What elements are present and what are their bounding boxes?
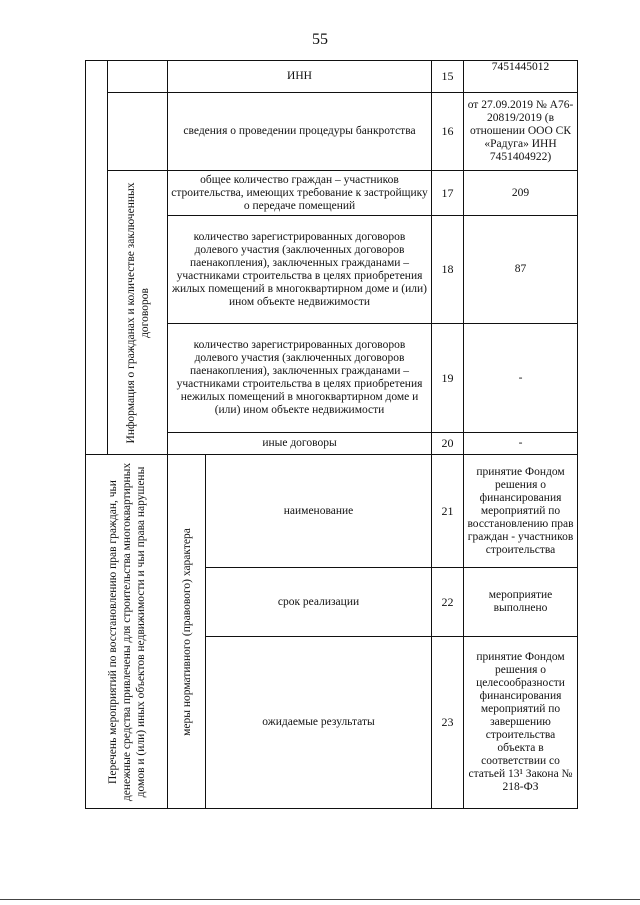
group-label-citizens-text: Информация о гражданах и количестве заключенных договоров <box>124 182 151 443</box>
row-number: 22 <box>432 568 464 637</box>
row-label: наименование <box>206 455 432 568</box>
group-label-measures-sub <box>168 455 206 809</box>
row-number: 15 <box>432 61 464 93</box>
blank-group-cell <box>108 61 168 93</box>
row-label: количество зарегистрированных договоров долевого участия (заключенных договоров паенакопления), заключенных гражданами – участниками строительства в целях приобретения нежилых помещений в многоквартирном доме и (или) ином объекте недвижимости <box>168 324 432 433</box>
row-value: от 27.09.2019 № А76-20819/2019 (в отношении ООО СК «Радуга» ИНН 7451404922) <box>464 93 578 171</box>
row-number: 18 <box>432 216 464 324</box>
row-label: количество зарегистрированных договоров долевого участия (заключенных договоров паенакопления), заключенных гражданами – участниками строительства в целях приобретения жилых помещений в многоквартирном доме и (или) ином объекте недвижимости <box>168 216 432 324</box>
row-value: 87 <box>464 216 578 324</box>
row-label: срок реализации <box>206 568 432 637</box>
row-value: - <box>464 324 578 433</box>
row-value: принятие Фондом решения о целесообразности финансирования мероприятий по завершению строительства объекта в соответствии со статьей 13¹ Закона № 218-ФЗ <box>464 637 578 809</box>
row-number: 16 <box>432 93 464 171</box>
row-value: 7451445012 <box>464 61 578 93</box>
row-label: общее количество граждан – участников строительства, имеющих требование к застройщику о передаче помещений <box>168 171 432 216</box>
bottom-rule <box>0 899 640 900</box>
row-label: ожидаемые результаты <box>206 637 432 809</box>
row-label: ИНН <box>168 61 432 93</box>
row-value: мероприятие выполнено <box>464 568 578 637</box>
group-label-measures-sub-text: меры нормативного (правового) характера <box>180 527 193 736</box>
table-row <box>86 455 578 568</box>
page-number: 55 <box>312 31 328 48</box>
row-label: иные договоры <box>168 433 432 455</box>
group-label-citizens <box>108 171 168 455</box>
blank-group-cell <box>108 93 168 171</box>
row-value: 209 <box>464 171 578 216</box>
row-number: 20 <box>432 433 464 455</box>
blank-left-cell <box>86 61 108 455</box>
row-value: - <box>464 433 578 455</box>
row-label: сведения о проведении процедуры банкротства <box>168 93 432 171</box>
table-row <box>86 171 578 216</box>
row-number: 21 <box>432 455 464 568</box>
group-label-measures <box>86 455 168 809</box>
row-number: 23 <box>432 637 464 809</box>
row-number: 19 <box>432 324 464 433</box>
row-number: 17 <box>432 171 464 216</box>
row-value: принятие Фондом решения о финансирования мероприятий по восстановлению прав граждан - участников строительства <box>464 455 578 568</box>
data-table <box>85 60 578 809</box>
table-row <box>86 61 578 93</box>
group-label-measures-text: Перечень мероприятий по восстановлению прав граждан, чьи денежные средства привлечены для строительства многоквартирных домов и (или) иных объектов недвижимости и чьи права нарушены <box>106 462 147 801</box>
table-row <box>86 93 578 171</box>
